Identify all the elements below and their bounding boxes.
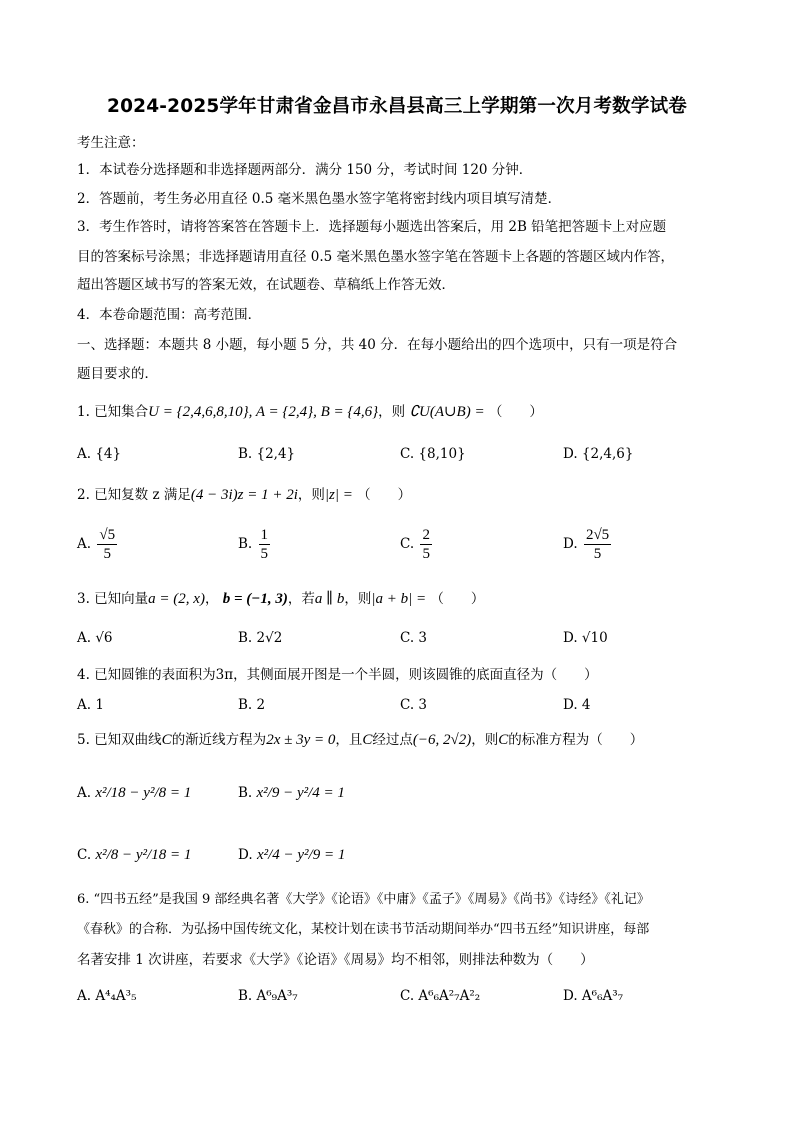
notice-item-4: 4．本卷命题范围：高考范围． (77, 307, 262, 323)
question-2 (77, 485, 725, 505)
q3-option-c: C. 3 (400, 630, 428, 646)
q1-option-b: B. {2,4} (238, 446, 296, 462)
q1-mid: ，则 (378, 404, 406, 420)
q2-option-d: D. $\frac{2√5}{5}$ (563, 527, 610, 562)
q5-option-a-equation: x²/18 − y²/8 = 1 (95, 785, 192, 801)
q6-option-c: C. A⁶₆A²₇A²₂ (400, 988, 481, 1004)
q5-option-c: C. x²/8 − y²/18 = 1 (77, 847, 192, 863)
q6-option-b: B. A⁶₉A³₇ (238, 988, 298, 1004)
q3-mid2: ，则 (344, 591, 372, 607)
q5-asymptote: 2x ± 3y = 0 (266, 732, 336, 748)
question-6-cont1: 《春秋》的合称．为弘扬中国传统文化，某校计划在读书节活动期间举办“四书五经”知识讲座，每部 (77, 922, 650, 937)
q2-option-d-fraction: $\frac{2√5}{5}$ (585, 527, 610, 562)
q3-mid: ，若 (287, 591, 315, 607)
q5-mid: 的渐近线方程为 (171, 732, 267, 748)
q6-option-d: D. A⁶₆A³₇ (563, 988, 624, 1004)
q1-prefix: 1. 已知集合 (77, 404, 149, 420)
q5-option-d-equation: x²/4 − y²/9 = 1 (256, 847, 346, 863)
q2-option-c-fraction: $\frac{2}{5}$ (422, 527, 430, 562)
q2-mid: ，则 (297, 487, 325, 503)
q2-option-a-fraction: $\frac{√5}{5}$ (99, 527, 116, 562)
notice-item-3-cont1: 目的答案标号涂黑；非选择题请用直径 0.5 毫米黑色墨水签字笔在答题卡上各题的答题区域内作答， (77, 249, 675, 265)
q3-option-a: A. √6 (77, 630, 113, 646)
q3-option-b: B. 2√2 (238, 630, 283, 646)
q5-mid2: ，且 (335, 732, 363, 748)
q5-mid3: 经过点 (372, 732, 413, 748)
notice-heading: 考生注意： (77, 135, 145, 151)
q5-curve-c-2: C (362, 732, 373, 748)
q3-vector-b: b = (−1, 3) (222, 591, 288, 607)
q2-option-c: C. $\frac{2}{5}$ (400, 527, 430, 562)
notice-item-3-cont2: 超出答题区域书写的答案无效，在试题卷、草稿纸上作答无效． (77, 277, 455, 293)
q4-option-b: B. 2 (238, 697, 266, 713)
q3-parallel-cond: a ∥ b (314, 591, 345, 607)
q2-answer-blank: （ ） (357, 487, 412, 503)
section-heading-cont: 题目要求的． (77, 366, 158, 382)
question-1 (77, 402, 725, 422)
q4-option-c: C. 3 (400, 697, 428, 713)
q5-mid4: ，则 (471, 732, 499, 748)
q4-option-a: A. 1 (77, 697, 104, 713)
q1-option-c: C. {8,10} (400, 446, 466, 462)
q3-answer-blank: （ ） (430, 591, 485, 607)
q1-answer-blank: （ ） (488, 404, 543, 420)
exam-title: 2024-2025学年甘肃省金昌市永昌县高三上学期第一次月考数学试卷 (107, 96, 687, 117)
q5-curve-c-3: C (498, 732, 509, 748)
q4-option-d: D. 4 (563, 697, 591, 713)
q2-equation: (4 − 3i)z = 1 + 2i (190, 487, 298, 503)
question-6-cont2: 名著安排 1 次讲座，若要求《大学》《论语》《周易》均不相邻，则排法种数为（ ） (77, 952, 594, 968)
q1-complement-expr: ∁U(A∪B) = (409, 404, 485, 420)
q5-curve-c: C (161, 732, 172, 748)
notice-item-1: 1．本试卷分选择题和非选择题两部分．满分 150 分，考试时间 120 分钟． (77, 162, 533, 178)
q2-option-a: A. $\frac{√5}{5}$ (77, 527, 116, 562)
q5-option-c-equation: x²/8 − y²/18 = 1 (95, 847, 192, 863)
q2-option-b-fraction: $\frac{1}{5}$ (260, 527, 269, 562)
q1-option-d: D. {2,4,6} (563, 446, 634, 462)
question-5 (77, 730, 725, 750)
notice-item-2: 2．答题前，考生务必用直径 0.5 毫米黑色墨水签字笔将密封线内项目填写清楚． (77, 191, 562, 207)
notice-item-3: 3．考生作答时，请将答案答在答题卡上．选择题每小题选出答案后，用 2B 铅笔把答题卡上对应题 (77, 219, 667, 235)
question-4: 4. 已知圆锥的表面积为3π，其侧面展开图是一个半圆，则该圆锥的底面直径为（ ） (77, 667, 598, 683)
q5-point: (−6, 2√2) (412, 732, 472, 748)
q5-option-b-equation: x²/9 − y²/4 = 1 (256, 785, 345, 801)
q5-option-a: A. x²/18 − y²/8 = 1 (77, 785, 192, 801)
q5-prefix: 5. 已知双曲线 (77, 732, 162, 748)
question-6: 6. “四书五经”是我国 9 部经典名著《大学》《论语》《中庸》《孟子》《周易》《尚书》《诗经》《礼记》 (77, 892, 650, 907)
q5-option-b: B. x²/9 − y²/4 = 1 (238, 785, 345, 801)
q1-option-a: A. {4} (77, 446, 122, 462)
question-3: 3. 已知向量a = (2, x)， b = (−1, 3)，若a ∥ b，则|a + b| = （ ） (77, 591, 485, 607)
q3-option-d: D. √10 (563, 630, 608, 646)
q5-tail: 的标准方程为（ ） (508, 732, 644, 748)
q3-vector-a: a = (2, x) (148, 591, 205, 607)
q2-modulus-expr: |z| = (324, 487, 353, 503)
q3-magnitude-expr: |a + b| = (371, 591, 427, 607)
q2-prefix: 2. 已知复数 z 满足 (77, 487, 191, 503)
q2-option-b: B. $\frac{1}{5}$ (238, 527, 269, 562)
q3-prefix: 3. 已知向量 (77, 591, 149, 607)
q6-option-a: A. A⁴₄A³₅ (77, 988, 137, 1004)
section-heading: 一、选择题：本题共 8 小题，每小题 5 分，共 40 分．在每小题给出的四个选项中，只有一项是符合 (77, 337, 678, 353)
q5-option-d: D. x²/4 − y²/9 = 1 (238, 847, 346, 863)
q1-sets: U = {2,4,6,8,10}, A = {2,4}, B = {4,6} (148, 404, 379, 420)
